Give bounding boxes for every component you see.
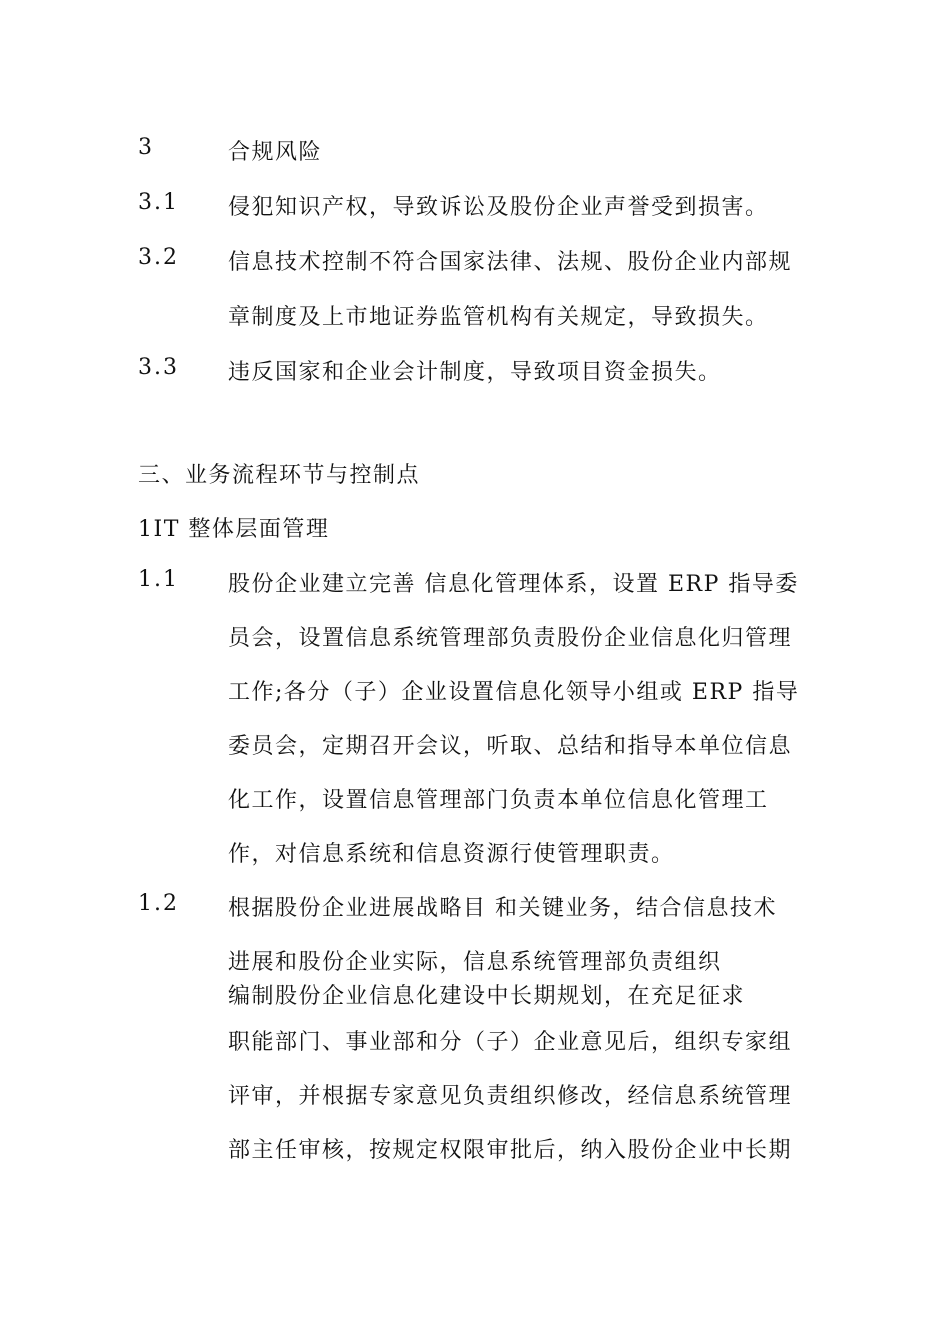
section-number: 3	[138, 135, 154, 160]
paragraph-line: 根据股份企业进展战略目 和关键业务，结合信息技术	[228, 896, 777, 921]
paragraph-line: 编制股份企业信息化建设中长期规划，在充足征求	[228, 984, 746, 1009]
section-number: 1.1	[138, 567, 179, 592]
paragraph-line: 进展和股份企业实际，信息系统管理部负责组织	[228, 950, 722, 975]
paragraph-line: 股份企业建立完善 信息化管理体系，设置 ERP 指导委	[228, 572, 799, 597]
section-title: 合规风险	[228, 140, 323, 165]
paragraph-line: 职能部门、事业部和分（子）企业意见后，组织专家组	[228, 1030, 793, 1055]
section-number: 3.2	[138, 245, 179, 270]
paragraph-line: 化工作，设置信息管理部门负责本单位信息化管理工	[228, 788, 769, 813]
section-number: 1.2	[138, 891, 179, 916]
paragraph-line: 违反国家和企业会计制度，导致项目资金损失。	[228, 360, 722, 385]
part-heading: 三、业务流程环节与控制点	[138, 463, 421, 488]
paragraph-line: 侵犯知识产权，导致诉讼及股份企业声誉受到损害。	[228, 195, 769, 220]
paragraph-line: 员会，设置信息系统管理部负责股份企业信息化归管理	[228, 626, 793, 651]
paragraph-line: 部主任审核，按规定权限审批后，纳入股份企业中长期	[228, 1138, 793, 1163]
subsection-heading: 1IT 整体层面管理	[138, 517, 330, 542]
paragraph-line: 信息技术控制不符合国家法律、法规、股份企业内部规	[228, 250, 793, 275]
paragraph-line: 委员会，定期召开会议，听取、总结和指导本单位信息	[228, 734, 793, 759]
section-number: 3.3	[138, 355, 179, 380]
paragraph-line: 工作;各分（子）企业设置信息化领导小组或 ERP 指导	[228, 680, 800, 705]
paragraph-line: 评审，并根据专家意见负责组织修改，经信息系统管理	[228, 1084, 793, 1109]
paragraph-line: 章制度及上市地证券监管机构有关规定，导致损失。	[228, 305, 769, 330]
section-number: 3.1	[138, 190, 179, 215]
paragraph-line: 作，对信息系统和信息资源行使管理职责。	[228, 842, 675, 867]
